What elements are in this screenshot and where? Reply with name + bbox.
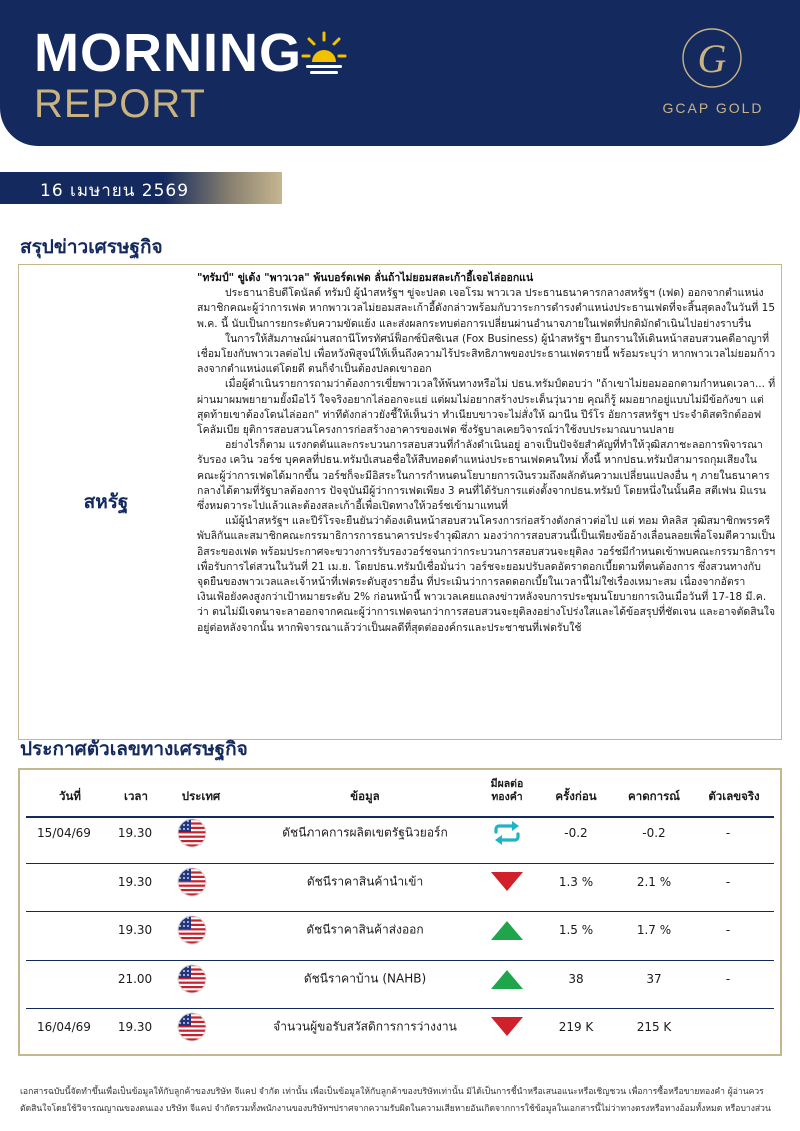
us-flag-icon	[177, 818, 207, 848]
economy-section-title: สรุปข่าวเศรษฐกิจ	[20, 236, 163, 258]
news-paragraph: ประธานาธิบดีโดนัลด์ ทรัมป์ ผู้นำสหรัฐฯ ขู่จะปลด เจอโรม พาวเวล ประธานธนาคารกลางสหรัฐฯ (เฟด) ออกจากตำแหน่งสมาชิกคณะผู้ว่าการเฟด หากพาวเวลไม่ยอมสละเก้าอี้ดังกล่าวพร้อมกับวาระการดำรงตำแหน่งประธานเฟดที่จะสิ้นสุดลงในวันที่ 15 พ.ค. นี้ นับเป็นการยกระดับความขัดแย้ง และส่งผลกระทบต่อการเปลี่ยนผ่านอำนาจภายในเฟดที่ปกติมักดำเนินไปอย่างราบรื่น	[197, 287, 776, 330]
row-item: จำนวนผู้ขอรับสวัสดิการการว่างงาน	[273, 1019, 457, 1034]
sun-icon	[300, 30, 348, 78]
us-flag-icon	[177, 915, 207, 945]
svg-text:G: G	[697, 36, 727, 81]
col-gold-impact-line2: ทองคำ	[491, 791, 523, 803]
col-date: วันที่	[59, 789, 81, 803]
date-bar	[0, 172, 282, 204]
table-row	[20, 1004, 780, 1050]
gcap-logo-icon	[680, 26, 744, 90]
us-flag-icon	[177, 964, 207, 994]
row-actual: -	[725, 923, 731, 937]
row-actual: -	[725, 826, 731, 840]
row-item: ดัชนีราคาสินค้านำเข้า	[306, 874, 424, 888]
brand-name: GCAP GOLD	[662, 100, 764, 116]
news-paragraph: ในการให้สัมภาษณ์ผ่านสถานีโทรทัศน์ฟ็อกซ์บิสซิเนส (Fox Business) ผู้นำสหรัฐฯ ยืนกรานให้เดินหน้าสอบสวนคดีอาญาที่เชื่อมโยงกับพาวเวลต่อไป เพื่อหวังพิสูจน์ให้เห็นถึงความไร้ประสิทธิภาพของประธานเฟดรายนี้ พร้อมระบุว่า หากพาวเวลไม่ยอมก้าวลงจากตำแหน่งแต่โดยดี ตนก็จำเป็นต้องปลดเขาออก	[197, 332, 776, 376]
col-actual: ตัวเลขจริง	[708, 789, 760, 803]
report-header	[0, 0, 800, 146]
news-country: สหรัฐ	[83, 491, 129, 513]
col-previous: ครั้งก่อน	[555, 789, 597, 803]
us-flag-icon	[177, 867, 207, 897]
row-previous: 1.5 %	[558, 923, 594, 937]
row-date: 16/04/69	[37, 1020, 91, 1034]
news-headline: "ทรัมป์" ขู่เด้ง "พาวเวล" พ้นบอร์ดเฟด ลั่นถ้าไม่ยอมสละเก้าอี้เจอไล่ออกแน่	[197, 272, 534, 284]
col-forecast: คาดการณ์	[628, 789, 680, 803]
table-row	[20, 907, 780, 953]
row-forecast: 1.7 %	[636, 923, 672, 937]
col-time: เวลา	[124, 789, 148, 803]
news-box	[18, 264, 782, 740]
row-time: 19.30	[117, 1020, 153, 1034]
row-time: 21.00	[117, 971, 153, 986]
gold-up-icon	[487, 915, 527, 945]
row-item: ดัชนีราคาสินค้าส่งออก	[306, 922, 424, 937]
news-body	[197, 271, 777, 636]
news-paragraph: แม้ผู้นำสหรัฐฯ และปีร์โรจะยืนยันว่าต้องเดินหน้าสอบสวนโครงการก่อสร้างดังกล่าวต่อไป แต่ ทอม ทิลลิส วุฒิสมาชิกพรรครีพับลิกันและสมาชิกคณะกรรมาธิการการธนาคารประจำวุฒิสภา มองว่าการสอบสวนนี้เป็นเพียงข้ออ้างเลื่อนลอยเพื่อโจมตีความเป็นอิสระของเฟด พร้อมประกาศจะขวางการรับรองวอร์ชจนกว่ากระบวนการสอบสวนจะยุติลง วอร์ชมีกำหนดเข้าพบคณะกรรมาธิการฯ เพื่อรับการไต่สวนในวันที่ 21 เม.ย. โดยปธน.ทรัมป์เชื่อมั่นว่า วอร์ชจะยอมปรับลดอัตราดอกเบี้ยตามที่ตนต้องการ ซึ่งสวนทางกับจุดยืนของพาวเวลและเจ้าหน้าที่เฟดระดับสูงรายอื่น ที่ประเมินว่าการลดดอกเบี้ยในเวลานี้ไม่ใช่เรื่องเหมาะสม เนื่องจากอัตราเงินเฟ้อยังคงสูงกว่าเป้าหมายระดับ 2% ก่อนหน้านี้ พาวเวลเคยแถลงข่าวหลังจบการประชุมนโยบายการเงินเมื่อวันที่ 17-18 มี.ค. ว่า ตนไม่มีเจตนาจะลาออกจากคณะผู้ว่าการเฟดจนกว่าการสอบสวนจะยุติลงอย่างโปร่งใสและได้ข้อสรุปที่ชัดเจน และอาจตัดสินใจอยู่ต่อหลังจากนั้น หากพิจารณาแล้วว่าเป็นผลดีที่สุดต่อองค์กรและประชาชนที่เฟดรับใช้	[197, 515, 776, 634]
row-time: 19.30	[117, 923, 153, 937]
gold-neutral-icon	[487, 818, 527, 848]
row-item: ดัชนีราคาบ้าน (NAHB)	[303, 971, 427, 985]
report-title: MORNING	[34, 23, 302, 83]
col-item: ข้อมูล	[350, 789, 380, 803]
row-forecast: 2.1 %	[636, 874, 672, 889]
report-date: 16 เมษายน 2569	[40, 181, 190, 201]
row-actual: -	[725, 874, 731, 889]
table-row	[20, 810, 780, 856]
economic-calendar-table	[18, 768, 782, 1056]
row-previous: 38	[568, 971, 584, 986]
row-previous: 219 K	[558, 1020, 594, 1034]
row-date: 15/04/69	[37, 826, 91, 840]
report-subtitle: REPORT	[34, 82, 206, 126]
col-gold-impact	[476, 778, 538, 804]
row-previous: 1.3 %	[558, 874, 594, 889]
news-paragraph: เมื่อผู้ดำเนินรายการถามว่าต้องการเขี่ยพาวเวลให้พ้นทางหรือไม่ ปธน.ทรัมป์ตอบว่า "ถ้าเขาไม่ยอมออกตามกำหนดเวลา... ที่ผ่านมาผมพยายามยั้งมือไว้ ใจจริงอยากไล่ออกจะแย่ แต่ผมไม่อยากสร้างประเด็นวุ่นวาย คุณก็รู้ ผมอยากอยู่แบบไม่มีข้อกังขา แต่สุดท้ายเขาต้องโดนไล่ออก" ท่าทีดังกล่าวยังชี้ให้เห็นว่า ทำเนียบขาวจะไม่สั่งให้ ฌานีน ปีร์โร อัยการสหรัฐฯ ประจำดิสตริกต์ออฟโคลัมเบีย ยุติการสอบสวนโครงการก่อสร้างอาคารของเฟด ซึ่งรัฐบาลเคยวิจารณ์ว่าใช้งบประมาณบานปลาย	[197, 378, 776, 437]
row-forecast: -0.2	[642, 826, 666, 840]
gold-up-icon	[487, 964, 527, 994]
row-previous: -0.2	[564, 826, 588, 840]
news-paragraph: อย่างไรก็ตาม แรงกดดันและกระบวนการสอบสวนที่กำลังดำเนินอยู่ อาจเป็นปัจจัยสำคัญที่ทำให้วุฒิสภาชะลอการพิจารณารับรอง เควิน วอร์ช บุคคลที่ปธน.ทรัมป์เสนอชื่อให้สืบทอดตำแหน่งประธานเฟดคนใหม่ ทั้งนี้ หากปธน.ทรัมป์สามารถกุมเสียงในคณะผู้ว่าการเฟดได้มากขึ้น วอร์ชก็จะมีอิสระในการกำหนดนโยบายการเงินรวมถึงผลักดันความเปลี่ยนแปลงอื่น ๆ ภายในธนาคารกลางได้ตามที่รัฐบาลต้องการ ปัจจุบันมีผู้ว่าการเฟดเพียง 3 คนที่ได้รับการแต่งตั้งจากปธน.ทรัมป์ โดยหนึ่งในนั้นคือ สตีเฟน มิแรน ซึ่งหมดวาระไปแล้วและต้องสละเก้าอี้เพื่อเปิดทางให้วอร์ชเข้ามาแทนที่	[197, 439, 770, 513]
col-country: ประเทศ	[181, 789, 221, 803]
gold-down-icon	[487, 1012, 527, 1042]
us-flag-icon	[177, 1012, 207, 1042]
row-forecast: 37	[646, 971, 662, 986]
row-item: ดัชนีภาคการผลิตเขตรัฐนิวยอร์ก	[282, 825, 448, 840]
disclaimer: เอกสารฉบับนี้จัดทำขึ้นเพื่อเป็นข้อมูลให้กับลูกค้าของบริษัท จีแคป จำกัด เท่านั้น เพื่อเป็นข้อมูลให้กับลูกค้าของบริษัทเท่านั้น มิได้เป็นการชี้นำหรือเสนอแนะหรือเชิญชวน เพื่อการซื้อหรือขายทองคำ ผู้อ่านควรตัดสินใจโดยใช้วิจารณญาณของตนเอง บริษัท จีแคป จำกัดรวมทั้งพนักงานของบริษัทฯปราศจากความรับผิดในความเสียหายอันเกิดจากการใช้ข้อมูลในเอกสารนี้ไม่ว่าทางตรงหรือทางอ้อมทั้งหมด หรือบางส่วน	[20, 1087, 771, 1114]
row-actual: -	[725, 971, 731, 986]
col-gold-impact-line1: มีผลต่อ	[490, 778, 524, 790]
table-row	[20, 859, 780, 905]
row-time: 19.30	[117, 826, 153, 840]
calendar-section-title: ประกาศตัวเลขทางเศรษฐกิจ	[20, 738, 248, 760]
row-time: 19.30	[117, 874, 153, 889]
table-row	[20, 956, 780, 1002]
row-forecast: 215 K	[636, 1020, 672, 1034]
gold-down-icon	[487, 867, 527, 897]
